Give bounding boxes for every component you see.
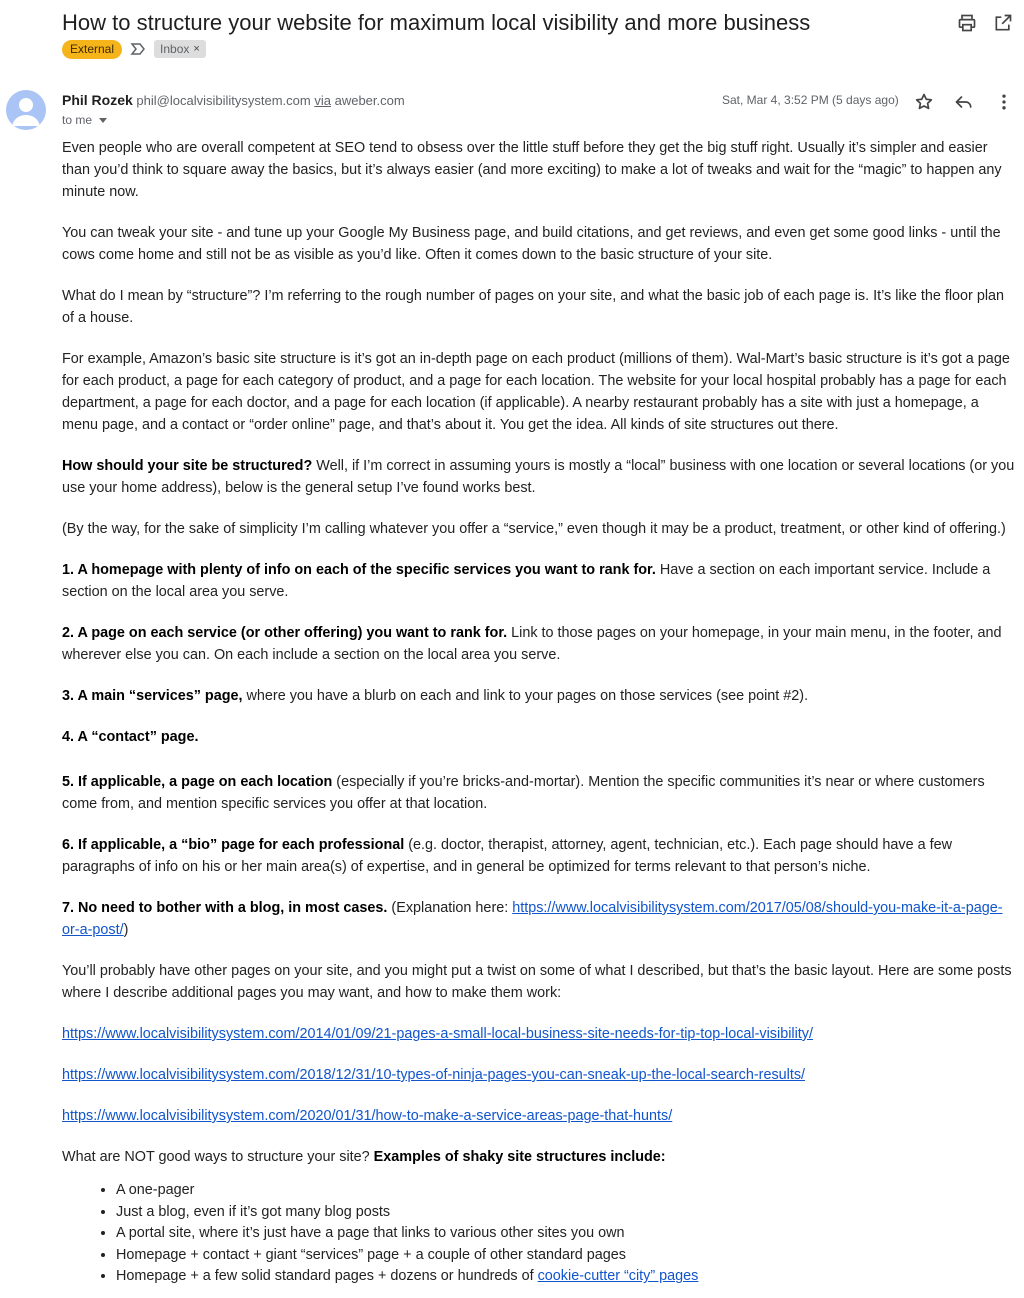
- text-run: ): [123, 922, 129, 938]
- body-paragraph: For example, Amazon’s basic site structure is it’s got an in-depth page on each product (millions of them). Wal-Mart’s basic structure is it’s got a page for each product, a page for each category of product, and a page for each location. The website for your local hospital probably has a page for each department, a page for each doctor, and a page for each location (if applicable). A nearby restaurant probably has a site with just a homepage, a menu page, and a contact or “order online” page, and that’s about it. You get the idea. All kinds of site structures out there.: [62, 351, 1010, 433]
- text-run: Link to those pages on your homepage, in your main menu, in the footer, and wherever else you can. On each include a section on the local area you serve.: [62, 625, 1002, 663]
- text-run: (especially if you’re bricks-and-mortar). Mention the specific communities it’s near or where customers come from, and mention specific services you offer at that location.: [62, 774, 985, 812]
- to-me-label: to me: [62, 113, 93, 127]
- link-paragraph: [62, 1105, 1018, 1127]
- link-paragraph: [62, 1023, 1018, 1045]
- print-icon[interactable]: [956, 12, 978, 34]
- body-paragraph: [62, 455, 1018, 499]
- post-link-3[interactable]: https://www.localvisibilitysystem.com/2020/01/31/how-to-make-a-service-areas-page-that-hunts/: [62, 1108, 673, 1124]
- body-paragraph: What do I mean by “structure”? I’m referring to the rough number of pages on your site, and what the basic job of each page is. It’s like the floor plan of a house.: [62, 288, 1005, 326]
- body-paragraph: [62, 1146, 1018, 1168]
- bold-lead: 3. A main “services” page,: [62, 688, 243, 704]
- bold-lead: How should your site be structured?: [62, 458, 313, 474]
- text-run: Well, if I’m correct in assuming yours is mostly a “local” business with one location or several locations (or you use your home address), below is the general setup I’ve found works best.: [62, 458, 1015, 496]
- open-in-new-window-icon[interactable]: [992, 12, 1014, 34]
- thread-actions: [956, 12, 1014, 34]
- bold-lead: 1. A homepage with plenty of info on each of the specific services you want to rank for.: [62, 562, 656, 578]
- shaky-structures-list: [62, 1180, 1018, 1288]
- message-date: Sat, Mar 4, 3:52 PM (5 days ago): [722, 93, 899, 107]
- star-icon[interactable]: [913, 91, 935, 113]
- text-run: Have a section on each important service. Include a section on the local area you serve.: [62, 562, 991, 600]
- structure-item-4: [62, 726, 1018, 748]
- structure-item-7: [62, 897, 1018, 941]
- email-subject: How to structure your website for maximum local visibility and more business: [62, 10, 811, 35]
- bold-lead: Examples of shaky site structures include:: [373, 1149, 666, 1165]
- body-paragraph: You’ll probably have other pages on your site, and you might put a twist on some of what I described, but that’s the basic layout. Here are some posts where I describe additional pages you may want, and how to make them work:: [62, 963, 1012, 1001]
- post-link-1[interactable]: https://www.localvisibilitysystem.com/2014/01/09/21-pages-a-small-local-business-site-needs-for-tip-top-local-visibility/: [62, 1026, 813, 1042]
- blog-explanation-link[interactable]: https://www.localvisibilitysystem.com/2017/05/08/should-you-make-it-a-page-or-a-post/: [62, 900, 1003, 938]
- inbox-label-text: Inbox: [160, 42, 190, 56]
- sender-line: [62, 92, 405, 108]
- post-link-2[interactable]: https://www.localvisibilitysystem.com/2018/12/31/10-types-of-ninja-pages-you-can-sneak-up-the-local-search-results/: [62, 1067, 806, 1083]
- bold-lead: 7. No need to bother with a blog, in most cases.: [62, 900, 388, 916]
- chevron-down-icon: [99, 118, 107, 123]
- text-run: (Explanation here:: [387, 900, 513, 916]
- label-row: [62, 39, 206, 59]
- message-body: [62, 137, 1018, 1288]
- bold-lead: 2. A page on each service (or other offering) you want to rank for.: [62, 625, 508, 641]
- more-vert-icon[interactable]: [993, 91, 1015, 113]
- bold-lead: 4. A “contact” page.: [62, 729, 199, 745]
- recipient-details-toggle[interactable]: [62, 113, 107, 127]
- via-domain: aweber.com: [334, 93, 405, 108]
- remove-label-button[interactable]: ×: [193, 43, 200, 55]
- city-pages-link[interactable]: cookie-cutter “city” pages: [537, 1268, 699, 1285]
- list-item: • Just a blog, even if it’s got many blog posts: [116, 1202, 1018, 1224]
- via-link[interactable]: via: [314, 93, 331, 108]
- text-run: where you have a blurb on each and link to your pages on those services (see point #2).: [242, 688, 809, 704]
- sender-email: phil@localvisibilitysystem.com: [136, 93, 311, 108]
- link-paragraph: [62, 1064, 1018, 1086]
- text-run: Homepage + a few solid standard pages + dozens or hundreds of: [116, 1268, 538, 1285]
- structure-item-1: [62, 559, 1018, 603]
- external-badge: External: [62, 40, 122, 59]
- text-run: What are NOT good ways to structure your site?: [62, 1149, 374, 1165]
- structure-item-3: [62, 685, 1018, 707]
- list-item: • Homepage + contact + giant “services” page + a couple of other standard pages: [116, 1245, 1018, 1267]
- inbox-label-chip[interactable]: [154, 40, 206, 58]
- bold-lead: 6. If applicable, a “bio” page for each professional: [62, 837, 405, 853]
- message-actions: [913, 91, 1015, 113]
- list-item: • A one-pager: [116, 1180, 1018, 1202]
- text-run: (e.g. doctor, therapist, attorney, agent, technician, etc.). Each page should have a few paragraphs of info on his or her main area(s) of expertise, and in general be optimized for terms relevant to that person’s niche.: [62, 837, 952, 875]
- structure-item-2: [62, 622, 1018, 666]
- body-paragraph: You can tweak your site - and tune up your Google My Business page, and build citations, and get reviews, and even get some good links - until the cows come home and still not be as visible as you’d like. Often it comes down to the basic structure of your site.: [62, 225, 1001, 263]
- list-item: • A portal site, where it’s just have a page that links to various other sites you own: [116, 1223, 1018, 1245]
- body-paragraph: (By the way, for the sake of simplicity I’m calling whatever you offer a “service,” even though it may be a product, treatment, or other kind of offering.): [62, 521, 1006, 537]
- avatar[interactable]: [6, 90, 46, 130]
- structure-item-6: [62, 834, 1018, 878]
- subject-row: [62, 8, 1014, 38]
- structure-item-5: [62, 771, 1018, 815]
- list-item: [116, 1266, 1018, 1288]
- reply-icon[interactable]: [953, 91, 975, 113]
- body-paragraph: Even people who are overall competent at SEO tend to obsess over the little stuff before they get the big stuff right. Usually it’s simpler and easier than you’d think to square away the basics, but it’s always easier (and more exciting) to make a lot of tweaks and wait for the “magic” to happen any minute now.: [62, 140, 1002, 200]
- bold-lead: 5. If applicable, a page on each location: [62, 774, 333, 790]
- important-label-icon[interactable]: [130, 41, 146, 57]
- sender-name[interactable]: Phil Rozek: [62, 92, 133, 108]
